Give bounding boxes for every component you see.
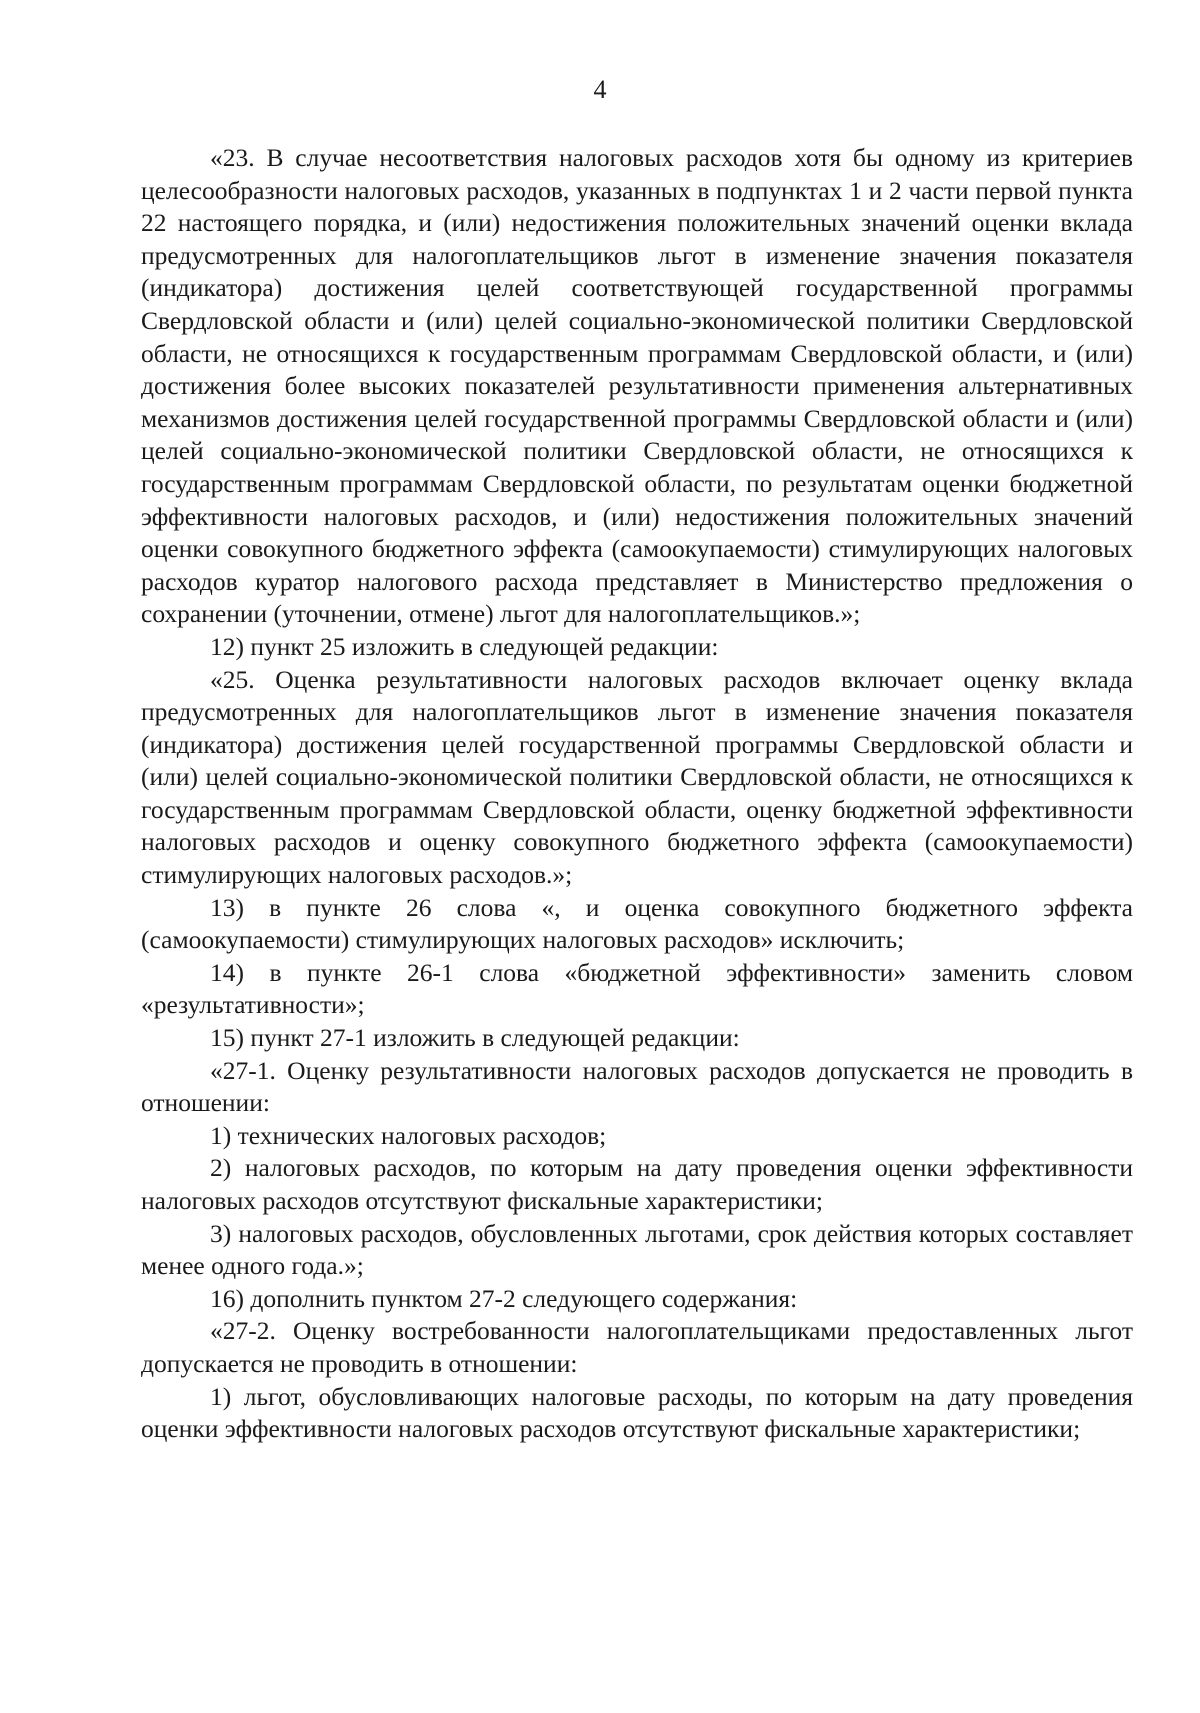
- paragraph-27-1: «27-1. Оценку результативности налоговых расходов допускается не проводить в отношении:: [141, 1055, 1133, 1118]
- paragraph-item-15: 15) пункт 27-1 изложить в следующей редакции:: [210, 1023, 740, 1053]
- paragraph-item-12: 12) пункт 25 изложить в следующей редакции:: [210, 631, 719, 661]
- paragraph-item-13: 13) в пункте 26 слова «, и оценка совокупного бюджетного эффекта (самоокупаемости) стимулирующих налоговых расходов» исключить;: [141, 892, 1133, 955]
- paragraph-27-1-sub-1: 1) технических налоговых расходов;: [210, 1120, 607, 1150]
- paragraph-item-14: 14) в пункте 26-1 слова «бюджетной эффективности» заменить словом «результативности»;: [141, 957, 1133, 1020]
- paragraph-25: «25. Оценка результативности налоговых расходов включает оценку вклада предусмотренных для налогоплательщиков льгот в изменение значения показателя (индикатора) достижения целей государственной программы Свердловской области и (или) целей социально-экономической политики Свердловской области, не относящихся к государственным программам Свердловской области, оценку бюджетной эффективности налоговых расходов и оценку совокупного бюджетного эффекта (самоокупаемости) стимулирующих налоговых расходов.»;: [141, 664, 1133, 890]
- paragraph-item-16: 16) дополнить пунктом 27-2 следующего содержания:: [210, 1283, 798, 1313]
- paragraph-27-2: «27-2. Оценку востребованности налогоплательщиками предоставленных льгот допускается не проводить в отношении:: [141, 1316, 1133, 1378]
- document-body: [141, 142, 1133, 1446]
- paragraph-27-2-sub-1: 1) льгот, обусловливающих налоговые расходы, по которым на дату проведения оценки эффективности налоговых расходов отсутствуют фискальные характеристики;: [141, 1381, 1133, 1444]
- paragraph-27-1-sub-3: 3) налоговых расходов, обусловленных льготами, срок действия которых составляет менее одного года.»;: [141, 1218, 1133, 1281]
- paragraph-27-1-sub-2: 2) налоговых расходов, по которым на дату проведения оценки эффективности налоговых расходов отсутствуют фискальные характеристики;: [141, 1153, 1133, 1215]
- paragraph-23: «23. В случае несоответствия налоговых расходов хотя бы одному из критериев целесообразности налоговых расходов, указанных в подпунктах 1 и 2 части первой пункта 22 настоящего порядка, и (или) недостижения положительных значений оценки вклада предусмотренных для налогоплательщиков льгот в изменение значения показателя (индикатора) достижения целей соответствующей государственной программы Свердловской области и (или) целей социально-экономической политики Свердловской области, не относящихся к государственным программам Свердловской области, и (или) достижения более высоких показателей результативности применения альтернативных механизмов достижения целей государственной программы Свердловской области и (или) целей социально-экономической политики Свердловской области, не относящихся к государственным программам Свердловской области, по результатам оценки бюджетной эффективности налоговых расходов, и (или) недостижения положительных значений оценки совокупного бюджетного эффекта (самоокупаемости) стимулирующих налоговых расходов куратор налогового расхода представляет в Министерство предложения о сохранении (уточнении, отмене) льгот для налогоплательщиков.»;: [141, 143, 1133, 629]
- page-number: 4: [593, 75, 607, 104]
